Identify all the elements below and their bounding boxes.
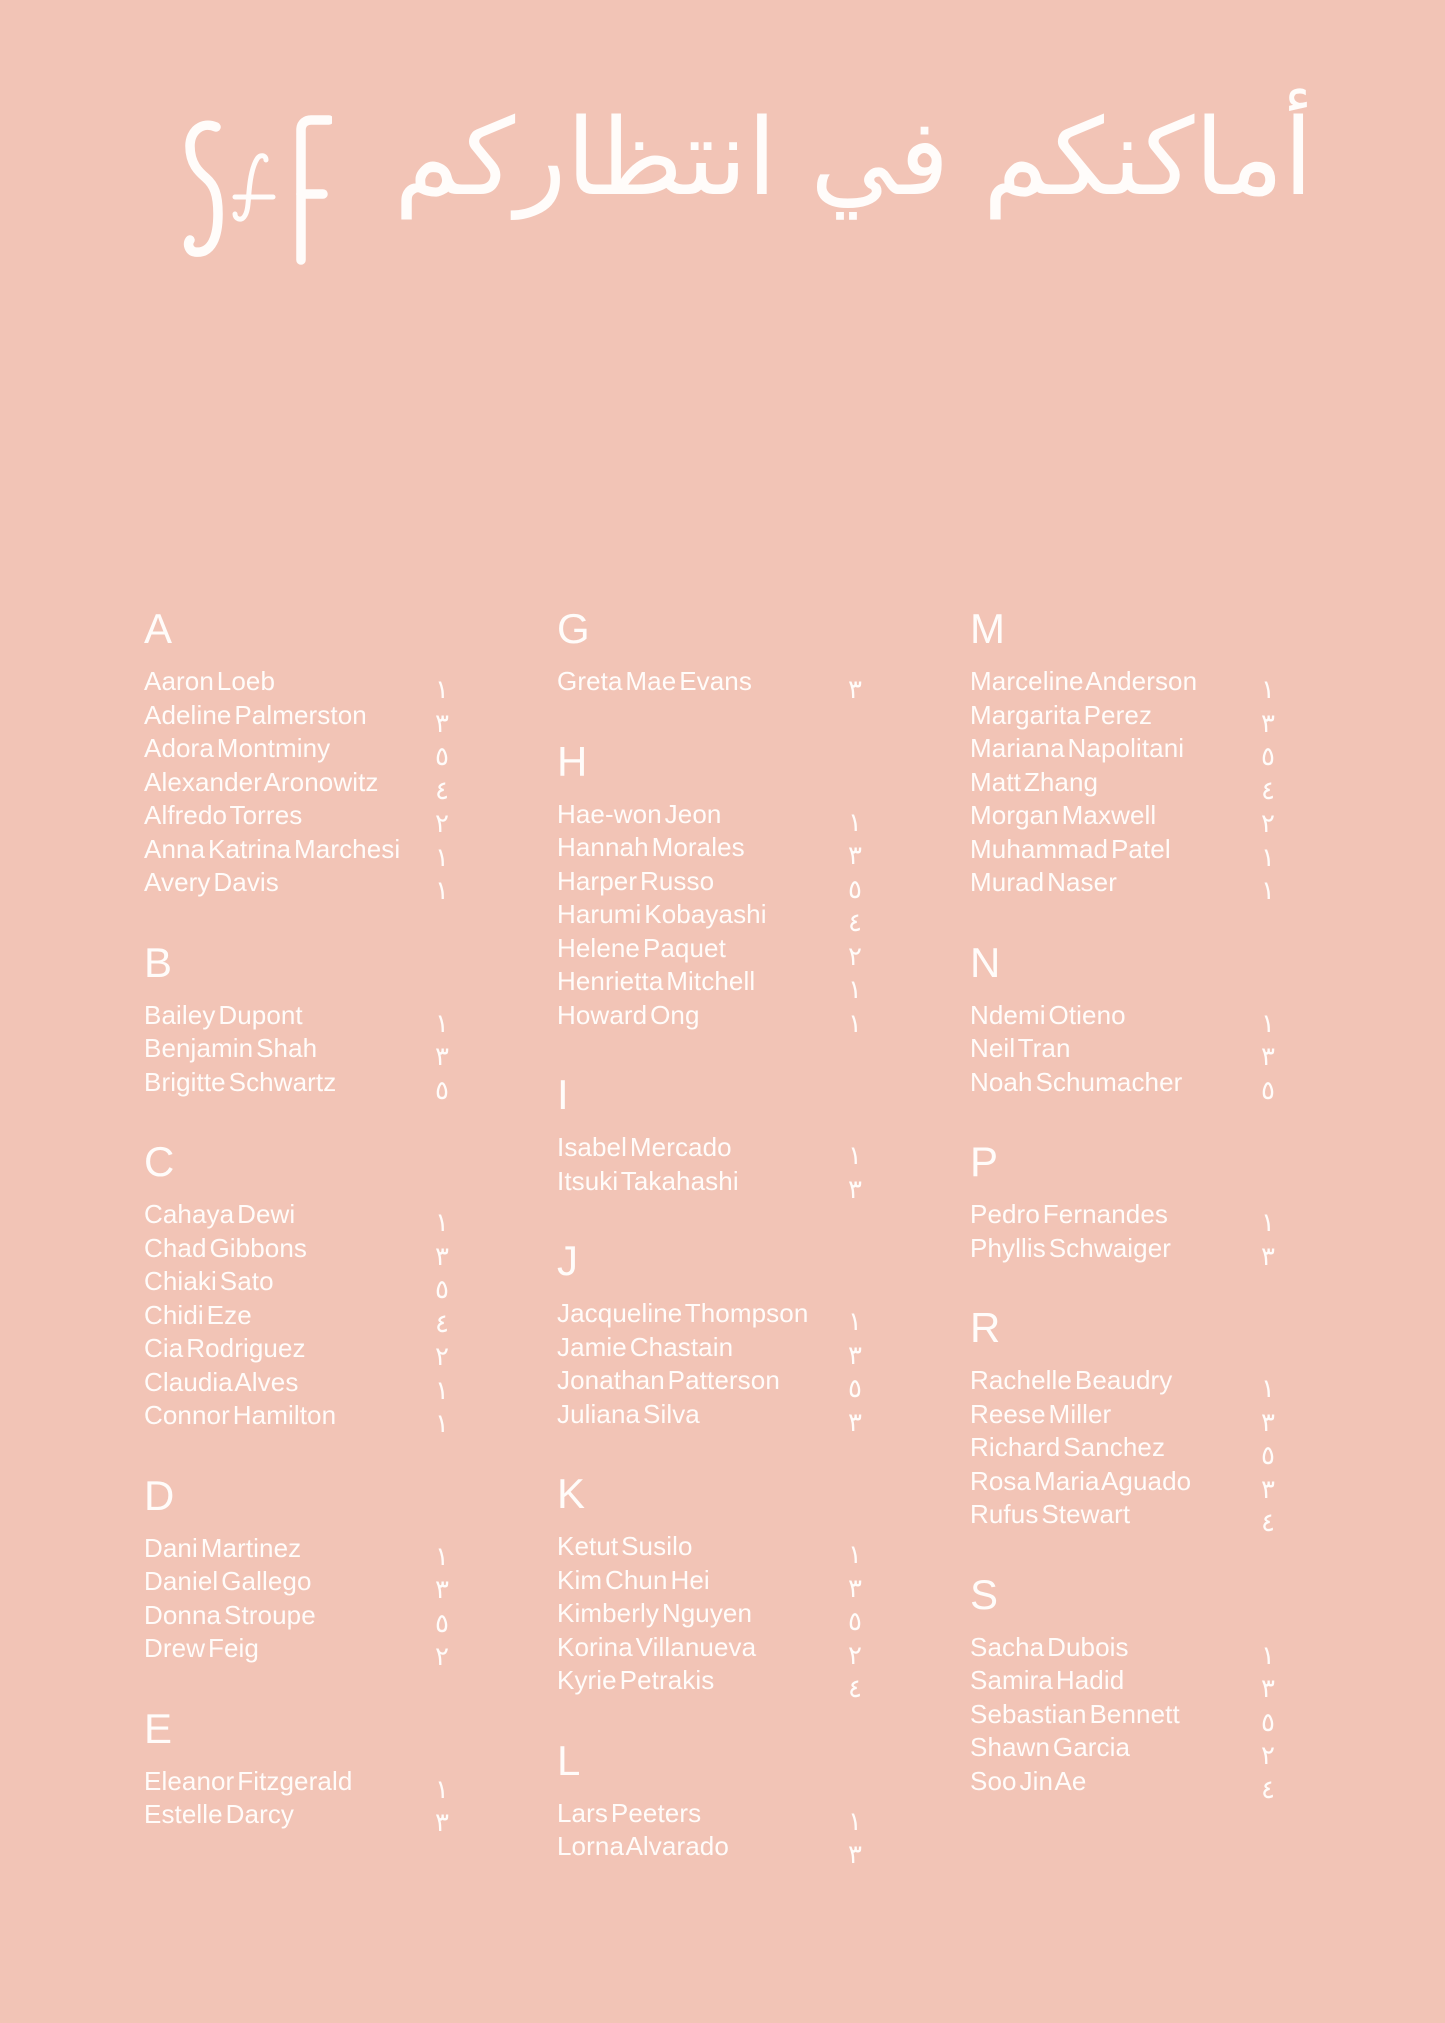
section-letter-heading: S xyxy=(970,1570,999,1618)
guest-name: Daniel Gallego xyxy=(144,1566,312,1596)
guest-row xyxy=(557,665,875,705)
guest-name: Connor Hamilton xyxy=(144,1400,337,1430)
guest-table-number: ٣ xyxy=(848,1840,862,1870)
ampersand-icon xyxy=(235,156,273,219)
guest-row xyxy=(970,1398,1288,1438)
guest-table-number: ٥ xyxy=(1261,742,1275,772)
guest-row xyxy=(144,1066,462,1106)
guest-table-number: ٣ xyxy=(848,1573,862,1604)
guest-name: Muhammad Patel xyxy=(970,833,1171,864)
guest-name: Rufus Stewart xyxy=(970,1499,1131,1529)
guest-table-number: ٣ xyxy=(1261,1042,1275,1072)
guest-row xyxy=(970,1198,1288,1238)
guest-table-number: ٢ xyxy=(435,1642,449,1672)
guest-name: Hannah Morales xyxy=(557,832,745,862)
guest-row xyxy=(144,732,462,772)
guest-row xyxy=(144,1632,462,1672)
guest-column xyxy=(557,605,875,1870)
guest-name: Alfredo Torres xyxy=(144,800,303,830)
guest-name: Howard Ong xyxy=(557,999,700,1030)
section-letter-heading: E xyxy=(144,1704,173,1752)
logo-monogram xyxy=(182,114,332,266)
guest-row xyxy=(144,799,462,839)
guest-name: Alexander Aronowitz xyxy=(144,766,379,797)
guest-row xyxy=(144,1532,462,1572)
guest-table-number: ٣ xyxy=(435,708,449,739)
guest-row xyxy=(557,1530,875,1570)
guest-table-number: ٥ xyxy=(435,742,449,772)
guest-table-number: ٥ xyxy=(1261,1441,1275,1471)
guest-table-number: ٥ xyxy=(848,1607,862,1637)
guest-section xyxy=(970,1570,1288,1805)
guest-row xyxy=(970,766,1288,806)
section-letter-heading: R xyxy=(970,1304,1001,1351)
guest-name: Ketut Susilo xyxy=(557,1531,693,1561)
guest-table-number: ١ xyxy=(435,1208,449,1238)
guest-list xyxy=(144,605,1288,1870)
guest-name: Margarita Perez xyxy=(970,699,1153,730)
guest-table-number: ١ xyxy=(848,1540,862,1570)
guest-name: Chiaki Sato xyxy=(144,1266,274,1296)
guest-table-number: ٣ xyxy=(848,675,862,705)
section-letter-heading: P xyxy=(970,1138,999,1185)
guest-table-number: ١ xyxy=(1261,675,1275,705)
guest-row xyxy=(557,1131,875,1171)
section-letter-heading: N xyxy=(970,938,1001,986)
section-letter-heading: K xyxy=(557,1470,586,1517)
guest-table-number: ٤ xyxy=(1261,775,1275,806)
guest-name: Korina Villanueva xyxy=(557,1631,757,1662)
guest-name: Noah Schumacher xyxy=(970,1066,1183,1097)
guest-table-number: ١ xyxy=(435,1375,449,1406)
guest-name: Claudia Alves xyxy=(144,1366,299,1397)
guest-section xyxy=(970,1138,1288,1272)
guest-row xyxy=(557,932,875,972)
guest-table-number: ٤ xyxy=(1261,1774,1275,1805)
guest-name: Cia Rodriguez xyxy=(144,1333,306,1363)
guest-name: Eleanor Fitzgerald xyxy=(144,1765,353,1796)
guest-table-number: ٣ xyxy=(1261,1474,1275,1505)
guest-table-number: ٢ xyxy=(848,1640,862,1671)
guest-row xyxy=(970,1698,1288,1738)
guest-name: Richard Sanchez xyxy=(970,1432,1166,1462)
guest-row xyxy=(970,699,1288,739)
guest-table-number: ١ xyxy=(435,1774,449,1805)
section-letter-heading: A xyxy=(144,605,173,652)
guest-row xyxy=(557,1564,875,1604)
guest-table-number: ٥ xyxy=(435,1275,449,1305)
guest-table-number: ١ xyxy=(1261,842,1275,873)
guest-row xyxy=(144,1565,462,1605)
guest-table-number: ٣ xyxy=(848,1174,862,1205)
guest-table-number: ٣ xyxy=(1261,1407,1275,1438)
guest-table-number: ١ xyxy=(848,1307,862,1337)
guest-table-number: ١ xyxy=(848,807,862,838)
guest-row xyxy=(557,1398,875,1438)
guest-name: Benjamin Shah xyxy=(144,1033,318,1063)
section-letter-heading: L xyxy=(557,1736,581,1784)
guest-name: Henrietta Mitchell xyxy=(557,966,756,996)
guest-table-number: ١ xyxy=(435,1008,449,1039)
guest-table-number: ١ xyxy=(848,1141,862,1171)
guest-table-number: ٥ xyxy=(435,1608,449,1639)
guest-table-number: ١ xyxy=(848,1008,862,1039)
logo-letter-f xyxy=(301,120,329,260)
guest-column xyxy=(144,606,462,1864)
guest-section xyxy=(144,1471,462,1672)
guest-table-number: ١ xyxy=(1261,1640,1275,1671)
guest-name: Adeline Palmerston xyxy=(144,699,367,730)
guest-name: Kimberly Nguyen xyxy=(557,1598,753,1628)
guest-section xyxy=(557,737,875,1039)
guest-name: Pedro Fernandes xyxy=(970,1199,1168,1229)
guest-row xyxy=(970,1465,1288,1505)
guest-name: Soo Jin Ae xyxy=(970,1765,1087,1796)
guest-row xyxy=(144,665,462,705)
guest-name: Isabel Mercado xyxy=(557,1132,732,1162)
guest-row xyxy=(144,699,462,739)
guest-name: Chidi Eze xyxy=(144,1299,252,1330)
guest-table-number: ٢ xyxy=(1261,1741,1275,1771)
guest-name: Brigitte Schwartz xyxy=(144,1066,337,1097)
guest-row xyxy=(970,1431,1288,1471)
guest-row xyxy=(970,799,1288,839)
guest-section xyxy=(144,1704,462,1838)
guest-name: Reese Miller xyxy=(970,1398,1112,1429)
guest-table-number: ٣ xyxy=(435,1808,449,1838)
guest-name: Anna Katrina Marchesi xyxy=(144,833,401,864)
guest-section xyxy=(557,1071,875,1205)
guest-row xyxy=(557,1830,875,1870)
guest-name: Avery Davis xyxy=(144,867,279,897)
guest-name: Matt Zhang xyxy=(970,766,1099,797)
section-letter-heading: H xyxy=(557,737,588,785)
guest-name: Juliana Silva xyxy=(557,1398,700,1429)
guest-row xyxy=(970,833,1288,873)
guest-name: Kim Chun Hei xyxy=(557,1564,710,1595)
guest-table-number: ١ xyxy=(1261,876,1275,906)
guest-row xyxy=(557,1797,875,1837)
guest-section xyxy=(970,1304,1288,1538)
guest-row xyxy=(144,766,462,806)
guest-name: Donna Stroupe xyxy=(144,1599,316,1630)
guest-table-number: ٤ xyxy=(1261,1508,1275,1538)
guest-name: Jonathan Patterson xyxy=(557,1365,780,1395)
guest-row xyxy=(557,1165,875,1205)
logo-letter-s xyxy=(189,125,218,252)
guest-name: Kyrie Petrakis xyxy=(557,1665,715,1695)
guest-name: Adora Montminy xyxy=(144,733,331,763)
guest-name: Chad Gibbons xyxy=(144,1232,307,1263)
guest-row xyxy=(557,898,875,938)
guest-name: Harumi Kobayashi xyxy=(557,899,767,929)
guest-table-number: ٣ xyxy=(435,1042,449,1072)
guest-row xyxy=(557,865,875,905)
section-letter-heading: I xyxy=(557,1071,569,1118)
guest-table-number: ٥ xyxy=(1261,1707,1275,1738)
guest-name: Shawn Garcia xyxy=(970,1732,1131,1762)
guest-table-number: ٤ xyxy=(848,908,862,938)
guest-table-number: ١ xyxy=(435,876,449,906)
guest-table-number: ٢ xyxy=(435,1342,449,1372)
guest-row xyxy=(144,1599,462,1639)
guest-name: Sacha Dubois xyxy=(970,1631,1129,1662)
logo xyxy=(182,114,332,266)
guest-name: Jamie Chastain xyxy=(557,1331,734,1362)
guest-row xyxy=(557,999,875,1039)
guest-row xyxy=(144,1032,462,1072)
guest-row xyxy=(144,1198,462,1238)
section-letter-heading: D xyxy=(144,1471,175,1519)
guest-name: Bailey Dupont xyxy=(144,999,303,1030)
guest-row xyxy=(970,1066,1288,1106)
guest-section xyxy=(970,938,1288,1106)
guest-row xyxy=(557,798,875,838)
guest-section xyxy=(557,1237,875,1438)
guest-name: Samira Hadid xyxy=(970,1665,1125,1695)
guest-row xyxy=(144,1765,462,1805)
section-letter-heading: B xyxy=(144,938,173,986)
guest-table-number: ١ xyxy=(435,1409,449,1439)
section-letter-heading: J xyxy=(557,1237,578,1284)
guest-name: Drew Feig xyxy=(144,1633,259,1663)
guest-name: Mariana Napolitani xyxy=(970,733,1185,763)
guest-section xyxy=(557,1470,875,1704)
guest-row xyxy=(557,1664,875,1704)
guest-name: Itsuki Takahashi xyxy=(557,1165,739,1196)
page-title-arabic: أماكنكم في انتظاركم xyxy=(394,96,1313,219)
guest-table-number: ١ xyxy=(435,842,449,873)
guest-table-number: ١ xyxy=(1261,1208,1275,1238)
guest-row xyxy=(970,1731,1288,1771)
guest-table-number: ٣ xyxy=(848,1407,862,1438)
guest-name: Hae-won Jeon xyxy=(557,798,722,829)
guest-table-number: ٥ xyxy=(1261,1075,1275,1106)
guest-name: Rachelle Beaudry xyxy=(970,1365,1173,1395)
guest-name: Lars Peeters xyxy=(557,1797,702,1828)
guest-column xyxy=(970,606,1288,1864)
guest-name: Phyllis Schwaiger xyxy=(970,1232,1172,1263)
guest-row xyxy=(970,665,1288,705)
guest-row xyxy=(144,1399,462,1439)
guest-name: Lorna Alvarado xyxy=(557,1831,729,1861)
guest-name: Helene Paquet xyxy=(557,932,726,963)
guest-row xyxy=(144,1299,462,1339)
guest-name: Jacqueline Thompson xyxy=(557,1298,809,1328)
guest-name: Sebastian Bennett xyxy=(970,1698,1180,1729)
guest-table-number: ٣ xyxy=(1261,1241,1275,1272)
guest-section xyxy=(557,1736,875,1870)
guest-table-number: ٥ xyxy=(848,874,862,905)
guest-table-number: ٢ xyxy=(435,809,449,839)
guest-name: Cahaya Dewi xyxy=(144,1199,296,1229)
guest-table-number: ٢ xyxy=(848,941,862,972)
guest-row xyxy=(970,1664,1288,1704)
guest-table-number: ٥ xyxy=(435,1075,449,1106)
guest-row xyxy=(970,866,1288,906)
guest-row xyxy=(144,1232,462,1272)
guest-table-number: ٢ xyxy=(1261,809,1275,839)
guest-row xyxy=(557,1597,875,1637)
guest-row xyxy=(557,965,875,1005)
guest-row xyxy=(557,831,875,871)
guest-name: Aaron Loeb xyxy=(144,666,276,696)
guest-row xyxy=(144,866,462,906)
guest-row xyxy=(557,1297,875,1337)
guest-table-number: ٣ xyxy=(435,1241,449,1272)
guest-table-number: ١ xyxy=(435,675,449,705)
section-letter-heading: C xyxy=(144,1138,175,1185)
guest-row xyxy=(557,1631,875,1671)
guest-row xyxy=(970,999,1288,1039)
guest-row xyxy=(970,1364,1288,1404)
guest-table-number: ٤ xyxy=(848,1674,862,1704)
guest-table-number: ١ xyxy=(1261,1374,1275,1404)
guest-row xyxy=(970,1232,1288,1272)
guest-name: Dani Martinez xyxy=(144,1532,302,1563)
guest-name: Estelle Darcy xyxy=(144,1799,295,1829)
guest-table-number: ٣ xyxy=(848,841,862,871)
guest-row xyxy=(557,1331,875,1371)
guest-row xyxy=(144,1798,462,1838)
guest-table-number: ٥ xyxy=(848,1374,862,1404)
guest-table-number: ١ xyxy=(1261,1008,1275,1039)
guest-table-number: ١ xyxy=(848,1806,862,1837)
guest-name: Ndemi Otieno xyxy=(970,999,1126,1030)
guest-table-number: ١ xyxy=(848,975,862,1005)
guest-section xyxy=(144,605,462,906)
guest-name: Neil Tran xyxy=(970,1033,1071,1063)
guest-row xyxy=(144,833,462,873)
guest-row xyxy=(557,1364,875,1404)
guest-name: Harper Russo xyxy=(557,865,715,896)
guest-table-number: ١ xyxy=(435,1541,449,1572)
guest-row xyxy=(970,1631,1288,1671)
guest-row xyxy=(144,999,462,1039)
guest-table-number: ٤ xyxy=(435,1308,449,1339)
guest-table-number: ٤ xyxy=(435,775,449,806)
guest-row xyxy=(970,732,1288,772)
guest-table-number: ٣ xyxy=(848,1340,862,1371)
guest-table-number: ٣ xyxy=(1261,1674,1275,1704)
guest-name: Greta Mae Evans xyxy=(557,666,752,696)
guest-row xyxy=(144,1332,462,1372)
guest-section xyxy=(144,1138,462,1439)
guest-row xyxy=(144,1366,462,1406)
section-letter-heading: M xyxy=(970,605,1005,652)
guest-name: Marceline Anderson xyxy=(970,666,1198,696)
guest-section xyxy=(144,938,462,1106)
guest-name: Rosa Maria Aguado xyxy=(970,1465,1192,1496)
guest-table-number: ٣ xyxy=(1261,708,1275,739)
guest-row xyxy=(970,1498,1288,1538)
guest-section xyxy=(970,605,1288,906)
guest-name: Morgan Maxwell xyxy=(970,800,1157,830)
guest-section xyxy=(557,605,875,705)
section-letter-heading: G xyxy=(557,605,590,652)
guest-row xyxy=(970,1765,1288,1805)
guest-row xyxy=(144,1265,462,1305)
guest-name: Murad Naser xyxy=(970,867,1117,897)
guest-table-number: ٣ xyxy=(435,1575,449,1605)
guest-row xyxy=(970,1032,1288,1072)
